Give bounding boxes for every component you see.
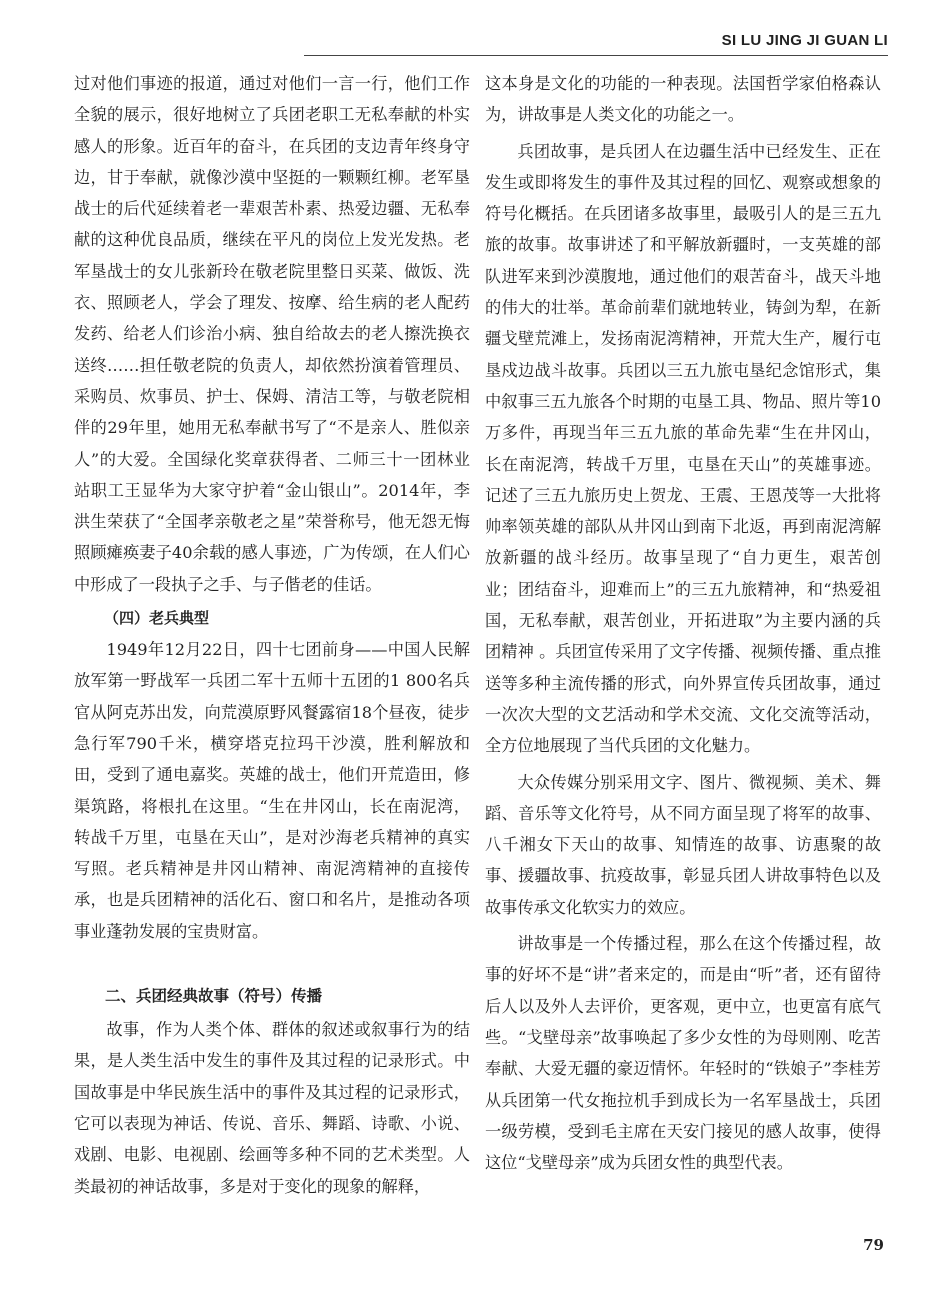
section-heading: 二、兵团经典故事（符号）传播	[105, 987, 323, 1006]
paragraph-bingtuan-story: 兵团故事，是兵团人在边疆生活中已经发生、正在发生或即将发生的事件及其过程的回忆、观察或想象的符号化概括。在兵团诸多故事里，最吸引人的是三五九旅的故事。故事讲述了和平解放新疆时，一支英雄的部队进军来到沙漠腹地，通过他们的艰苦奋斗，战天斗地的伟大的壮举。革命前辈们就地转业，铸剑为犁，在新疆戈壁荒滩上，发扬南泥湾精神，开荒大生产，履行屯垦戍边战斗故事。兵团以三五九旅屯垦纪念馆形式，集中叙事三五九旅各个时期的屯垦工具、物品、照片等10万多件，再现当年三五九旅的革命先辈“生在井冈山，长在南泥湾，转战千万里，屯垦在天山”的英雄事迹。记述了三五九旅历史上贺龙、王震、王恩茂等一大批将帅率领英雄的部队从井冈山到南下北返，再到南泥湾解放新疆的战斗经历。故事呈现了“自力更生，艰苦创业；团结奋斗，迎难而上”的三五九旅精神，和“热爱祖国，无私奉献，艰苦创业，开拓进取”为主要内涵的兵团精神 。兵团宣传采用了文字传播、视频传播、重点推送等多种主流传播的形式，向外界宣传兵团故事，通过一次次大型的文艺活动和学术交流、文化交流等活动，全方位地展现了当代兵团的文化魅力。	[485, 141, 881, 756]
left-column	[74, 68, 470, 1202]
subsection-heading: （四）老兵典型	[104, 609, 210, 628]
paragraph-story-definition: 故事，作为人类个体、群体的叙述或叙事行为的结果，是人类生活中发生的事件及其过程的记录形式。中国故事是中华民族生活中的事件及其过程的记录形式，它可以表现为神话、传说、音乐、舞蹈、诗歌、小说、戏剧、电影、电视剧、绘画等多种不同的艺术类型。人类最初的神话故事，多是对于变化的现象的解释，	[74, 1020, 470, 1196]
page-number: 79	[863, 1236, 884, 1254]
paragraph-storytelling-process: 讲故事是一个传播过程，那么在这个传播过程，故事的好坏不是“讲”者来定的，而是由“听”者，还有留待后人以及外人去评价，更客观，更中立，也更富有底气些。“戈壁母亲”故事唤起了多少女性的为母则刚、吃苦奉献、大爱无疆的豪迈情怀。年轻时的“铁娘子”李桂芳从兵团第一代女拖拉机手到成长为一名军垦战士，兵团一级劳模，受到毛主席在天安门接见的感人故事，使得这位“戈壁母亲”成为兵团女性的典型代表。	[485, 934, 881, 1173]
header-rule	[304, 55, 888, 56]
running-header: SI LU JING JI GUAN LI	[721, 32, 888, 49]
paragraph-mass-media: 大众传媒分别采用文字、图片、微视频、美术、舞蹈、音乐等文化符号，从不同方面呈现了将军的故事、八千湘女下天山的故事、知情连的故事、访惠聚的故事、援疆故事、抗疫故事，彰显兵团人讲故事特色以及故事传承文化软实力的效应。	[485, 772, 881, 917]
paragraph-continued: 过对他们事迹的报道，通过对他们一言一行，他们工作全貌的展示，很好地树立了兵团老职工无私奉献的朴实感人的形象。近百年的奋斗，在兵团的支边青年终身守边，甘于奉献，就像沙漠中坚挺的一颗颗红柳。老军垦战士的后代延续着老一辈艰苦朴素、热爱边疆、无私奉献的这种优良品质，继续在平凡的岗位上发光发热。老军垦战士的女儿张新玲在敬老院里整日买菜、做饭、洗衣、照顾老人，学会了理发、按摩、给生病的老人配药发药、给老人们诊治小病、独自给故去的老人擦洗换衣送终……担任敬老院的负责人，却依然扮演着管理员、采购员、炊事员、护士、保姆、清洁工等，与敬老院相伴的29年里，她用无私奉献书写了“不是亲人、胜似亲人”的大爱。全国绿化奖章获得者、二师三十一团林业站职工王显华为大家守护着“金山银山”。2014年，李洪生荣获了“全国孝亲敬老之星”荣誉称号，他无怨无悔照顾瘫痪妻子40余载的感人事迹，广为传颂，在人们心中形成了一段执子之手、与子偕老的佳话。	[74, 74, 470, 594]
paragraph-veteran-typical: 1949年12月22日，四十七团前身——中国人民解放军第一野战军一兵团二军十五师十五团的1 800名兵官从阿克苏出发，向荒漠原野风餐露宿18个昼夜，徒步急行军790千米，横穿塔克拉玛干沙漠，胜利解放和田，受到了通电嘉奖。英雄的战士，他们开荒造田，修渠筑路，将根扎在这里。“生在井冈山，长在南泥湾，转战千万里，屯垦在天山”，是对沙海老兵精神的真实写照。老兵精神是井冈山精神、南泥湾精神的直接传承，也是兵团精神的活化石、窗口和名片，是推动各项事业蓬勃发展的宝贵财富。	[74, 640, 470, 941]
paragraph-continued-right: 这本身是文化的功能的一种表现。法国哲学家伯格森认为，讲故事是人类文化的功能之一。	[485, 74, 881, 125]
right-column	[485, 68, 881, 1178]
